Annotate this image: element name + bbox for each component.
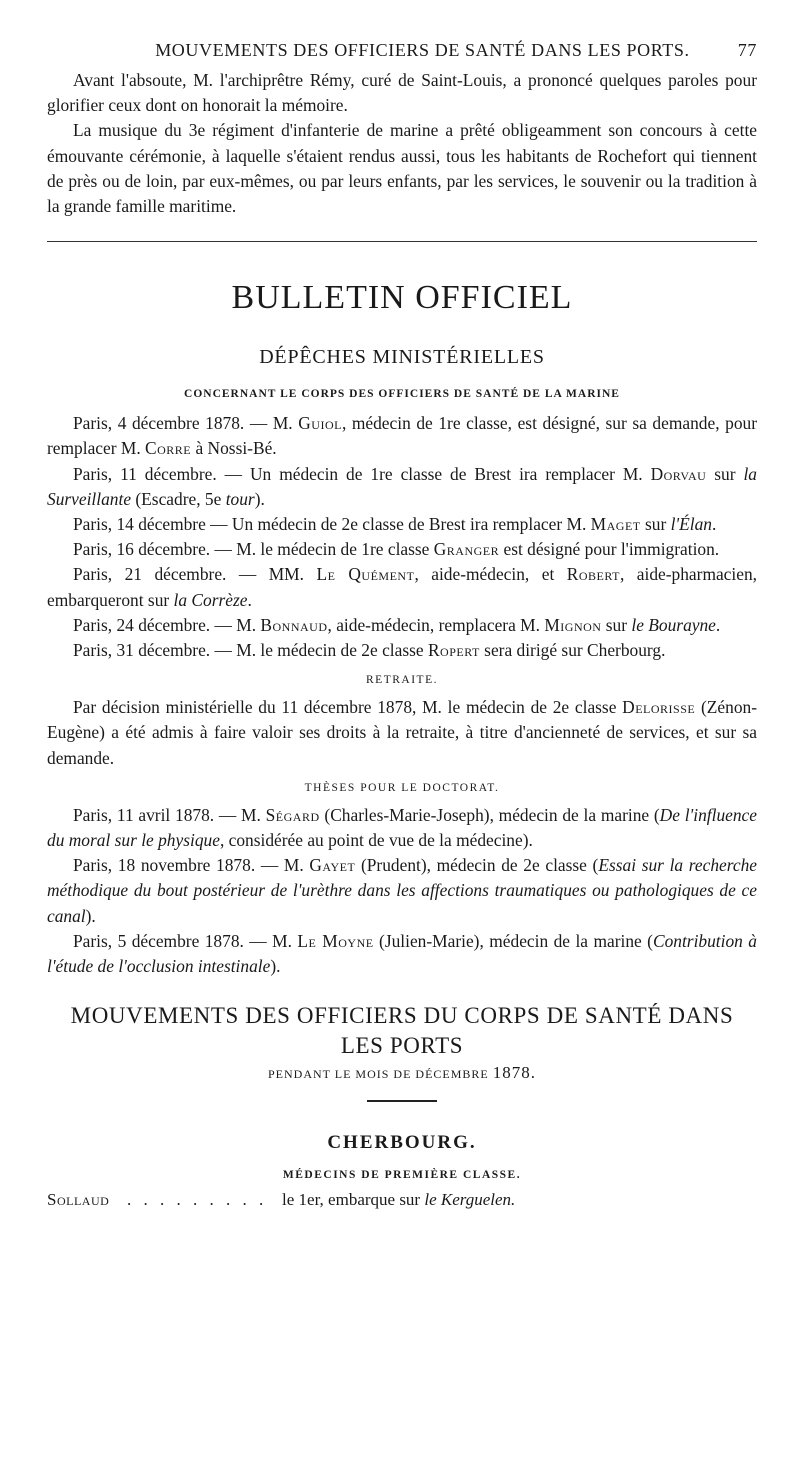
- person-name: Ropert: [427, 640, 480, 661]
- depeches-heading: DÉPÊCHES MINISTÉRIELLES: [259, 346, 545, 369]
- page: [47, 38, 757, 1212]
- person-name: Ségard: [265, 804, 320, 825]
- intro-paragraph-1: Avant l'absoute, M. l'archiprêtre Rémy, curé de Saint-Louis, a prononcé quelques paroles pour glorifier ceux dont on honorait la mémoire.: [47, 70, 757, 116]
- depeche-entry: Paris, 31 décembre. — M. le médecin de 2e classe Ropert sera dirigé sur Cherbourg.: [73, 640, 666, 661]
- person-name: Robert: [566, 564, 620, 585]
- person-name: Le Moyne: [297, 930, 374, 951]
- person-name: Le Quément: [316, 564, 415, 585]
- person-name: Maget: [590, 514, 641, 535]
- mouvements-title: MOUVEMENTS DES OFFICIERS DU CORPS DE SANTÉ DANS LES PORTS: [70, 1003, 734, 1059]
- thesis-title: Contribution à l'étude de l'occlusion intestinale: [47, 930, 757, 977]
- person-name: Granger: [433, 539, 500, 560]
- person-name: Sollaud: [47, 1190, 110, 1210]
- year: 1878.: [492, 1063, 537, 1083]
- pendant-subtitle: PENDANT LE MOIS DE DÉCEMBRE 1878.: [267, 1063, 537, 1083]
- retraite-heading: RETRAITE.: [366, 674, 438, 687]
- ship-name: le Kerguelen.: [424, 1190, 516, 1210]
- depeche-entry: Paris, 21 décembre. — MM. Le Quément, aide-médecin, et Robert, aide-pharmacien, embarqueront sur la Corrèze.: [47, 564, 757, 610]
- concernant-heading: CONCERNANT LE CORPS DES OFFICIERS DE SANTÉ DE LA MARINE: [184, 388, 620, 401]
- these-entry: Paris, 5 décembre 1878. — M. Le Moyne (Julien-Marie), médecin de la marine (Contribution à l'étude de l'occlusion intestinale).: [47, 930, 757, 977]
- short-divider: [367, 1100, 437, 1102]
- theses-heading: THÈSES POUR LE DOCTORAT.: [304, 781, 500, 794]
- depeche-entry: Paris, 11 décembre. — Un médecin de 1re classe de Brest ira remplacer M. Dorvau sur la Surveillante (Escadre, 5e tour).: [47, 463, 757, 509]
- port-heading-cherbourg: CHERBOURG.: [327, 1132, 477, 1154]
- thesis-title: Essai sur la recherche méthodique du bout postérieur de l'urèthre dans les affections traumatiques ou pathologiques de ce canal: [47, 855, 757, 926]
- these-entry: Paris, 11 avril 1878. — M. Ségard (Charles-Marie-Joseph), médecin de la marine (De l'influence du moral sur le physique, considérée au point de vue de la médecine).: [47, 804, 757, 851]
- person-name: Bonnaud: [260, 614, 328, 635]
- intro-paragraph-2: La musique du 3e régiment d'infanterie de marine a prêté obligeamment son concours à cette émouvante cérémonie, à laquelle s'étaient rendus aussi, tous les habitants de Rochefort qui tiennent de près ou de loin, par eux-mêmes, ou par leurs enfants, par les services, le souvenir ou la tradition à la grande famille maritime.: [47, 120, 757, 217]
- person-name: Delorisse: [622, 697, 696, 718]
- entry-detail: le 1er, embarque sur le Kerguelen.: [282, 1190, 516, 1210]
- page-number: 77: [737, 40, 757, 60]
- classe-heading: MÉDECINS DE PREMIÈRE CLASSE.: [282, 1169, 522, 1182]
- running-header: [47, 38, 757, 62]
- intro-section: [47, 68, 757, 219]
- list-item: [47, 1188, 757, 1212]
- depeche-entry: Paris, 16 décembre. — M. le médecin de 1re classe Granger est désigné pour l'immigration.: [73, 539, 720, 560]
- section-divider: [47, 241, 757, 242]
- ship-name: la Corrèze: [173, 589, 248, 610]
- person-name: Gayet: [309, 855, 356, 876]
- person-name: Dorvau: [650, 463, 707, 484]
- person-name: Corre: [145, 438, 192, 459]
- running-title: MOUVEMENTS DES OFFICIERS DE SANTÉ DANS LES PORTS.: [155, 40, 690, 60]
- ship-name: la Surveillante: [47, 463, 757, 509]
- bulletin-title: BULLETIN OFFICIEL: [231, 279, 573, 317]
- depeche-entry: Paris, 4 décembre 1878. — M. Guiol, médecin de 1re classe, est désigné, sur sa demande, pour remplacer M. Corre à Nossi-Bé.: [47, 413, 757, 459]
- these-entry: Paris, 18 novembre 1878. — M. Gayet (Prudent), médecin de 2e classe (Essai sur la recherche méthodique du bout postérieur de l'urèthre dans les affections traumatiques ou pathologiques de ce canal).: [47, 855, 757, 926]
- person-name: Guiol: [298, 413, 342, 434]
- thesis-title: De l'influence du moral sur le physique: [47, 804, 757, 851]
- ship-name: le Bourayne: [631, 614, 716, 635]
- leader-dots: . . . . . . . . .: [127, 1190, 268, 1210]
- retraite-entry: Par décision ministérielle du 11 décembre 1878, M. le médecin de 2e classe Delorisse (Zénon-Eugène) a été admis à faire valoir ses droits à la retraite, à titre d'ancienneté de services, et sur sa demande.: [47, 697, 758, 768]
- ship-name: l'Élan: [670, 514, 712, 535]
- person-name: Mignon: [544, 614, 602, 635]
- depeche-entry: Paris, 14 décembre — Un médecin de 2e classe de Brest ira remplacer M. Maget sur l'Élan.: [73, 514, 717, 535]
- depeche-entry: Paris, 24 décembre. — M. Bonnaud, aide-médecin, remplacera M. Mignon sur le Bourayne.: [73, 614, 721, 635]
